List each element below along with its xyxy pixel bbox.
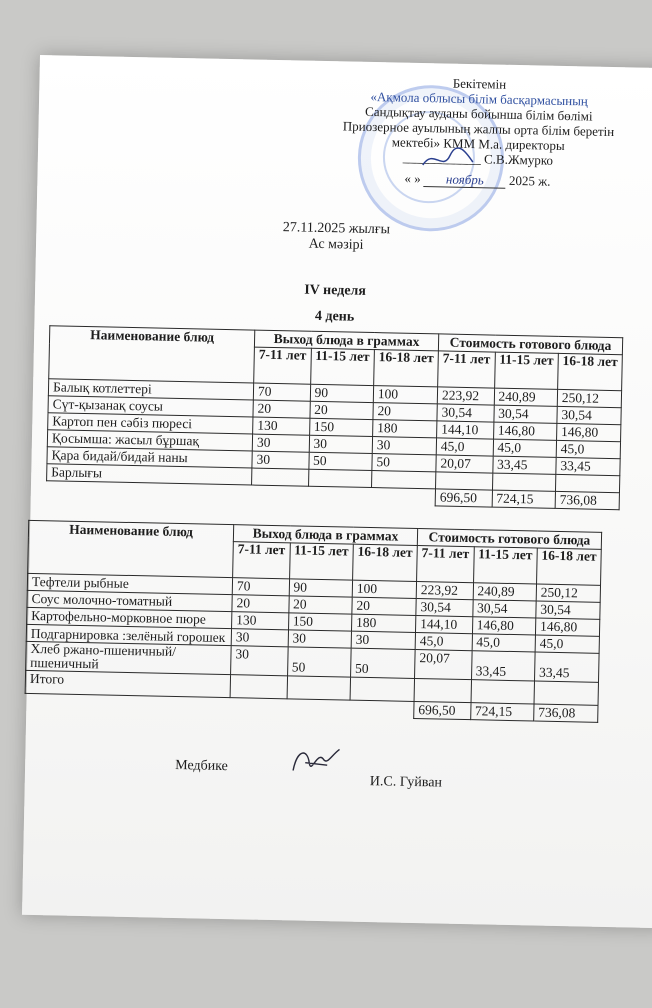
table-cell: 30 (252, 451, 309, 469)
table-cell (287, 676, 351, 700)
table-cell (25, 693, 230, 714)
nurse-signature-icon (287, 740, 348, 781)
table-cell: 250,12 (536, 584, 600, 602)
total-label: Барлығы (47, 464, 252, 485)
table-cell: 90 (310, 384, 374, 402)
table-cell: 30,54 (472, 600, 536, 618)
table-cell: 240,89 (494, 388, 558, 406)
table-cell: 150 (309, 418, 373, 436)
table-cell (230, 698, 287, 716)
dish-name: Картоп пен сәбіз пюресі (48, 413, 253, 434)
dish-name: Соус молочно-томатный (27, 590, 232, 611)
nurse-name: И.С. Гуйван (369, 774, 443, 791)
total-label: Итого (25, 670, 230, 697)
col-header-name: Наименование блюд (28, 520, 234, 577)
table-cell (251, 485, 308, 503)
total-value: 724,15 (492, 490, 556, 508)
table-cell: 30 (351, 631, 415, 649)
table-cell (534, 681, 599, 705)
dish-name: Картофельно-морковное пюре (27, 607, 232, 628)
table-cell: 50 (350, 648, 415, 678)
table-cell: 250,12 (557, 389, 621, 407)
dish-name: Сүт-қызанақ соусы (48, 396, 253, 417)
table-cell: 45,0 (472, 634, 536, 652)
table-cell: 240,89 (473, 583, 537, 601)
table-cell: 45,0 (493, 439, 557, 457)
age-header: 7-11 лет (417, 546, 474, 583)
table-cell: 33,45 (556, 457, 620, 475)
approval-line: Бекітемін (452, 75, 507, 92)
table-cell: 30 (372, 437, 436, 455)
date-suffix: 2025 ж. (508, 172, 551, 189)
menu-table-ru (24, 520, 602, 723)
table-cell: 20 (288, 596, 352, 614)
table-cell: 146,80 (472, 617, 536, 635)
table-cell (252, 468, 309, 486)
date-month: ноябрь (424, 171, 506, 189)
table-cell: 223,92 (416, 582, 473, 600)
age-header: 16-18 лет (374, 350, 439, 387)
total-value: 736,08 (555, 491, 619, 509)
age-header: 7-11 лет (438, 351, 495, 388)
table-cell: 33,45 (534, 652, 599, 682)
dish-name: Хлеб ржано-пшеничный/пшеничный (26, 641, 232, 674)
menu-date: 27.11.2025 жылғы (282, 220, 391, 238)
nurse-role: Медбике (174, 757, 228, 775)
menu-document (22, 55, 652, 928)
dish-name: Подгарнировка :зелёный горошек (26, 624, 231, 645)
total-value: 736,08 (534, 704, 598, 722)
table-cell: 20 (253, 400, 310, 418)
table-cell: 20 (310, 401, 374, 419)
age-header: 11-15 лет (473, 547, 537, 584)
table-cell: 50 (287, 647, 351, 677)
table-cell: 70 (232, 578, 289, 596)
table-cell: 30 (231, 646, 288, 676)
col-header-cost: Стоимость готового блюда (417, 529, 601, 550)
age-header: 16-18 лет (352, 544, 417, 581)
col-header-name: Наименование блюд (49, 326, 255, 383)
table-cell: 20,07 (436, 455, 493, 473)
age-header: 11-15 лет (494, 352, 558, 389)
dish-name: Тефтели рыбные (27, 573, 232, 594)
age-header: 11-15 лет (289, 543, 353, 580)
table-cell (371, 471, 435, 489)
table-cell: 100 (352, 580, 416, 598)
table-cell: 20 (352, 597, 416, 615)
table-cell: 20 (373, 403, 437, 421)
table-cell: 180 (372, 420, 436, 438)
table-cell: 130 (253, 417, 310, 435)
table-cell: 146,80 (493, 422, 557, 440)
approval-line: «Ақмола облысы білім басқармасының (370, 88, 589, 109)
age-header: 7-11 лет (254, 347, 311, 384)
day-label: 4 день (314, 308, 355, 325)
approval-line: Приозерное ауылының жалпы орта білім беретін (342, 118, 615, 140)
week-label: IV неделя (304, 282, 367, 299)
table-cell: 30,54 (493, 405, 557, 423)
age-header: 11-15 лет (310, 349, 374, 386)
total-value: 724,15 (470, 703, 534, 721)
table-cell: 45,0 (556, 440, 620, 458)
table-cell (471, 680, 535, 704)
table-cell: 30,54 (557, 406, 621, 424)
table-cell: 33,45 (492, 456, 556, 474)
table-cell: 45,0 (415, 632, 472, 650)
table-cell: 30 (252, 434, 309, 452)
table-cell (435, 472, 492, 490)
table-cell: 30,54 (536, 601, 600, 619)
table-cell: 223,92 (437, 387, 494, 405)
table-cell: 33,45 (471, 651, 535, 681)
table-cell (230, 675, 287, 699)
table-cell: 146,80 (556, 423, 620, 441)
table-cell (46, 481, 251, 502)
table-cell: 130 (232, 612, 289, 630)
table-cell: 90 (289, 579, 353, 597)
dish-name: Қара бидай/бидай наны (47, 447, 252, 468)
table-cell: 144,10 (437, 421, 494, 439)
table-cell: 20 (232, 595, 289, 613)
table-cell: 20,07 (415, 649, 472, 679)
dish-name: Балық котлеттері (48, 379, 253, 400)
table-cell: 146,80 (535, 618, 599, 636)
table-cell: 70 (253, 383, 310, 401)
table-cell: 50 (308, 452, 372, 470)
table-cell: 180 (351, 614, 415, 632)
table-cell (350, 677, 415, 701)
total-value: 696,50 (414, 701, 471, 719)
table-cell (350, 700, 414, 718)
col-header-cost: Стоимость готового блюда (438, 334, 622, 355)
approval-line: Сандықтау ауданы бойынша білім бөлімі (364, 103, 593, 124)
menu-title: Ас мәзірі (308, 236, 364, 253)
age-header: 16-18 лет (536, 548, 601, 585)
table-cell (414, 678, 471, 702)
table-cell (308, 486, 372, 504)
table-cell (371, 488, 435, 506)
table-cell: 30,54 (437, 404, 494, 422)
table-cell: 150 (288, 613, 352, 631)
date-prefix: « » (404, 170, 421, 186)
table-cell: 30 (288, 630, 352, 648)
table-cell: 45,0 (535, 635, 599, 653)
table-cell (308, 469, 372, 487)
table-cell: 50 (372, 454, 436, 472)
col-header-output: Выход блюда в граммах (254, 330, 438, 351)
table-cell (555, 474, 619, 492)
age-header: 16-18 лет (558, 354, 623, 391)
dish-name: Қосымша: жасыл бұршақ (47, 430, 252, 451)
menu-table-kz (46, 325, 623, 510)
approval-date (327, 169, 627, 190)
table-cell: 100 (373, 386, 437, 404)
approval-line: ____________ С.В.Жмурко (402, 149, 554, 168)
table-cell: 144,10 (415, 615, 472, 633)
total-value: 696,50 (435, 489, 492, 507)
table-cell: 30 (231, 629, 288, 647)
approval-block (327, 73, 629, 190)
age-header: 7-11 лет (233, 542, 290, 579)
col-header-output: Выход блюда в граммах (233, 525, 417, 546)
table-cell (286, 699, 350, 717)
table-cell (492, 473, 556, 491)
table-cell: 45,0 (436, 438, 493, 456)
table-cell: 30 (309, 435, 373, 453)
table-cell: 30,54 (416, 598, 473, 616)
approval-line: мектебі» КММ М.а. директоры (391, 134, 565, 154)
